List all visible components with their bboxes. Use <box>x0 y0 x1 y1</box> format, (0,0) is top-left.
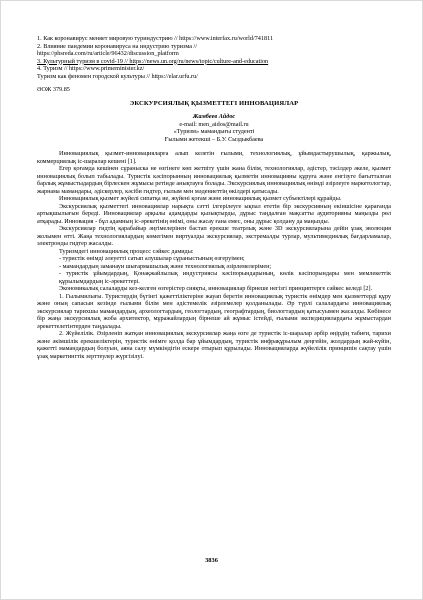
page-number: 3836 <box>205 557 218 564</box>
reference-item: 1. Как коронавирус меняет мировую туриндустрию // https://www.interfax.ru/world/741811 <box>37 35 274 42</box>
paragraph: 2. Жүйелілік. Әзірленіп жатқан инновациялық экскурсиялар жаңа өзге де туристік іс-шаралар әрбір өңірдің табиғи, тарихи және әкімшілік ерекшеліктерін, туристік өнімге қолда бар ұйымдардың, туристік инфрақұрылым деңгейін, жолдардың жай-күйін, қажетті мамандардың болуын, аяна салу мүмкіндігін ескере отырып құрылады. Инновацияларда жүйелілік принципін сақтау үшін ұзақ маркетингтік зерттеулер жүргізілуі. <box>37 330 391 360</box>
reference-item-link[interactable]: https://phsreda.com/ru/article/96432/discussion_platform <box>37 50 179 57</box>
paragraph: Экономикалық салаларды кез-келген өзгерістер сияқты, инновациялар бірнеше негізгі принциптерге сәйкес келеді [2]. <box>59 285 373 292</box>
author-name: Жамбеев Айдос <box>192 113 236 120</box>
reference-item[interactable]: 4. Туризм // https://www.primeminister.kz/ <box>37 65 145 72</box>
author-advisor: Ғылыми жетекші – Б.У. Сыздыкбаева <box>164 135 264 143</box>
paragraph: Егер қоғамда кешінен сұраныска не өзгінеге көп жетпіту үшін жана білім, технологиялар, әдістер, тәсілдер әкеле, қызмет инновациялық болып табылады. Туристік кәсіпорынның инновациялық қызметін инновацияны құруға және енгізуге бағытталған барлық жұмыстыдардың бірлескен жұмысы ретінде анықтауға болады. Экскурсиялық инновациялық өнімді әзірлеуге маркетологтар, жарнама мамандары, әдіскерлер, кәсіби гидтер, ғылым мен мәдениеттің өкілдері қатысады. <box>37 165 391 195</box>
bullet-item: - туристік ұйымдардың, Қонақжайлылық индустриясы кәсіпорындарының, көлік кәсіпорындары мен мемлекеттік құрылымдардың іс-әрекеттері. <box>59 270 391 285</box>
author-program: «Туризм» мамандығы студенті <box>173 128 255 135</box>
reference-item[interactable]: Туризм как феномен городской культуры // https://elar.urfu.ru/ <box>37 72 198 80</box>
author-email[interactable]: e-mail: men_aidos@mail.ru <box>179 120 249 128</box>
bullet-item: - туристік өнімді әлеуетті сатып алушылар сұраныстының өзгеруімен; <box>59 255 245 262</box>
paragraph: Экскурсиялар гидтің қарабайыр әңгімелерінен бастап ерекше театрлық және 3D экскурсияларына дейін ұзақ эволюция жолымен өтті. Жаңа технологиялардың көмегімен виртуалды экскурсиялар, экстремалды турлар, мультимедиялық бағдарламалар, электронды гидтер жасалды. <box>37 225 391 247</box>
page-content <box>37 35 391 360</box>
paragraph: Инновациялық қызмет-инновацияларға алып келетін ғылыми, технологиялық, ұйымдастырушылық, қаржылық, коммерциялық іс-шаралар кешені [1]. <box>37 150 391 165</box>
paragraph: Инновациялық қызмет жүйелі сипатқа ие, жүйені қоғам және инновациялық қызмет субъектілері құрайды. <box>59 195 342 202</box>
udc-code: ӘОЖ 379.85 <box>37 86 70 93</box>
paragraph: 1. Гылымилығы. Туристердің бүгінгі қажеттіліктеріне жауап беретін инновациялық туристік өнімдер мен қызметтерді құру және оның сапасын кезінде ғылыми білім мен әдістемелік әзірлемелер қолданылады. Әр түрлі салалардағы инновациялық экскурсиялар тарихшы мамандардың, археологтардың, геологтардың, географтардың, биологтардың қатысуымен жасалды. Көбінесе бір жаңа экскурсиялық жоба архитектор, мұражайлардың бірнеше ай жұмыс істейді, ғылыми экспедициялардағы жұмыстардан әрекеттелетінтерден таңдалады. <box>37 292 391 330</box>
paragraph: Экскурсиялық қызметтегі инновациялар нарықта сәтті ілгерілеуге ықпал ететін бір экскурсияның екіншісіне қарағанда артықшылығын береді. Инновациялар арқылы адамдарды қызықтырды, дұрыс таңдалған мақсатты аудиторияны маңызды рөл атқарады. Инновация - бұл адамның іс-әрекетінің өнімі, оны жасау ғана емес, оны дұрыс қолдану да маңызды. <box>37 202 391 225</box>
article-title: ЭКСКУРСИЯЛЫҚ ҚЫЗМЕТТЕГІ ИННОВАЦИЯЛАР <box>129 99 299 107</box>
article-body <box>37 150 391 360</box>
reference-item[interactable]: 3. Культурный туризм в covid-19 // https://news.un.org/ru/news/topic/culture-and-education <box>37 57 269 65</box>
bullet-item: - мамандардың заманауи шығармашылық және технологиялық әзірлемелерімен; <box>59 262 272 270</box>
reference-list <box>37 35 391 80</box>
paragraph: Туризмдегі инновациялық процесс сәйкес дамиды: <box>59 247 194 255</box>
reference-item: 2. Влияние пандемии коронавируса на индустрию туризма // <box>37 42 197 50</box>
